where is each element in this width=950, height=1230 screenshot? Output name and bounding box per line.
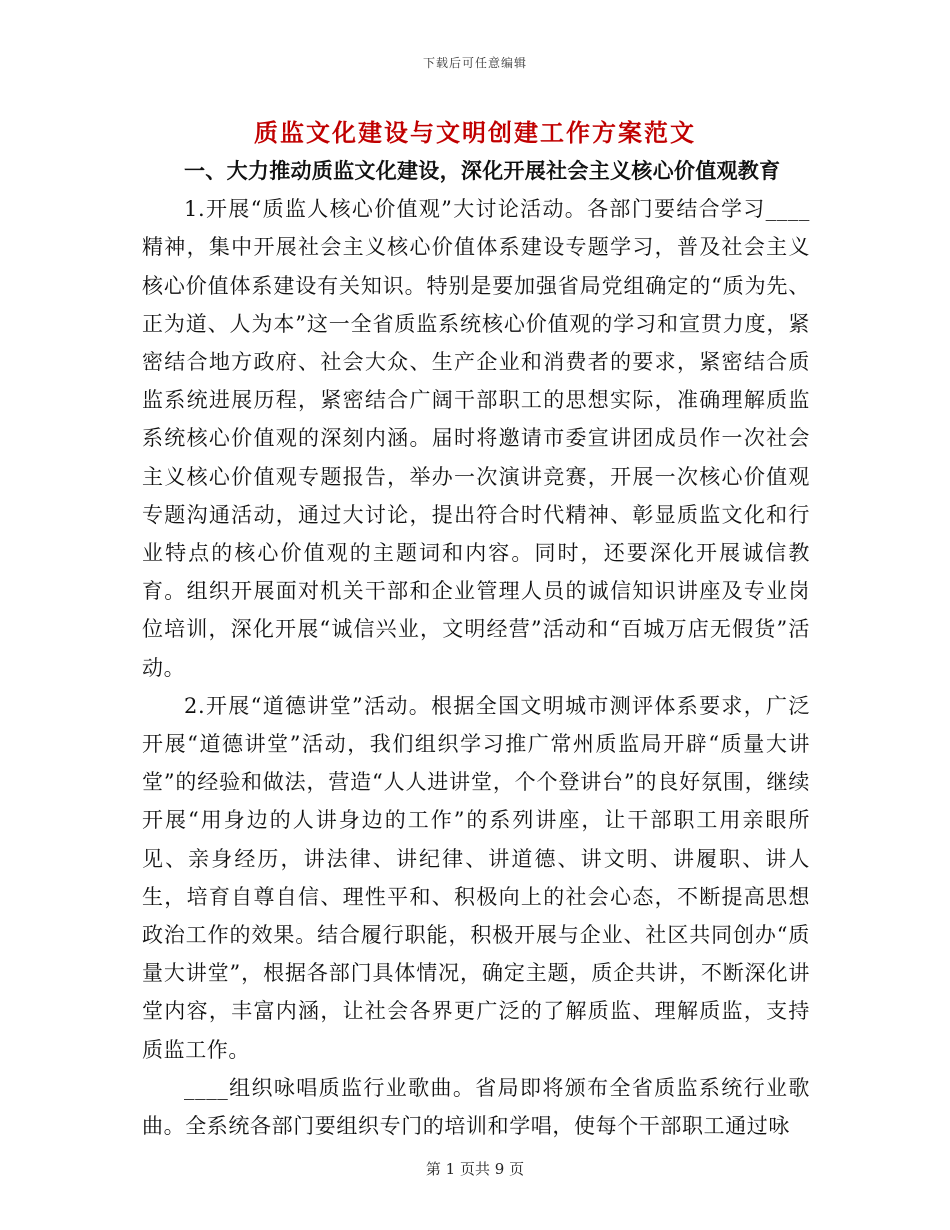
section-heading: 一、大力推动质监文化建设，深化开展社会主义核心价值观教育 [184, 158, 781, 183]
paragraph-1: 1.开展“质监人核心价值观”大讨论活动。各部门要结合学习____精神，集中开展社会主义核心价值体系建设专题学习，普及社会主义核心价值体系建设有关知识。特别是要加强省局党组确定的“质为先、正为道、人为本”这一全省质监系统核心价值观的学习和宣贯力度，紧密结合地方政府、社会大众、生产企业和消费者的要求，紧密结合质监系统进展历程，紧密结合广阔干部职工的思想实际，准确理解质监系统核心价值观的深刻内涵。届时将邀请市委宣讲团成员作一次社会主义核心价值观专题报告，举办一次演讲竞赛，开展一次核心价值观专题沟通活动，通过大讨论，提出符合时代精神、彰显质监文化和行业特点的核心价值观的主题词和内容。同时，还要深化开展诚信教育。组织开展面对机关干部和企业管理人员的诚信知识讲座及专业岗位培训，深化开展“诚信兴业，文明经营”活动和“百城万店无假货”活动。 [142, 197, 810, 680]
page-number-footer: 第 1 页共 9 页 [425, 1160, 525, 1178]
document-title: 质监文化建设与文明创建工作方案范文 [254, 118, 696, 147]
document-body [142, 152, 810, 1145]
header-note: 下载后可任意编辑 [422, 56, 527, 70]
paragraph-2: 2.开展“道德讲堂”活动。根据全国文明城市测评体系要求，广泛开展“道德讲堂”活动，我们组织学习推广常州质监局开辟“质量大讲堂”的经验和做法，营造“人人进讲堂，个个登讲台”的良好氛围，继续开展“用身边的人讲身边的工作”的系列讲座，让干部职工用亲眼所见、亲身经历，讲法律、讲纪律、讲道德、讲文明、讲履职、讲人生，培育自尊自信、理性平和、积极向上的社会心态，不断提高思想政治工作的效果。结合履行职能，积极开展与企业、社区共同创办“质量大讲堂”，根据各部门具体情况，确定主题，质企共讲，不断深化讲堂内容，丰富内涵，让社会各界更广泛的了解质监、理解质监，支持质监工作。 [142, 693, 810, 1062]
paragraph-3: ____组织咏唱质监行业歌曲。省局即将颁布全省质监系统行业歌曲。全系统各部门要组织专门的培训和学唱，使每个干部职工通过咏 [142, 1075, 810, 1139]
